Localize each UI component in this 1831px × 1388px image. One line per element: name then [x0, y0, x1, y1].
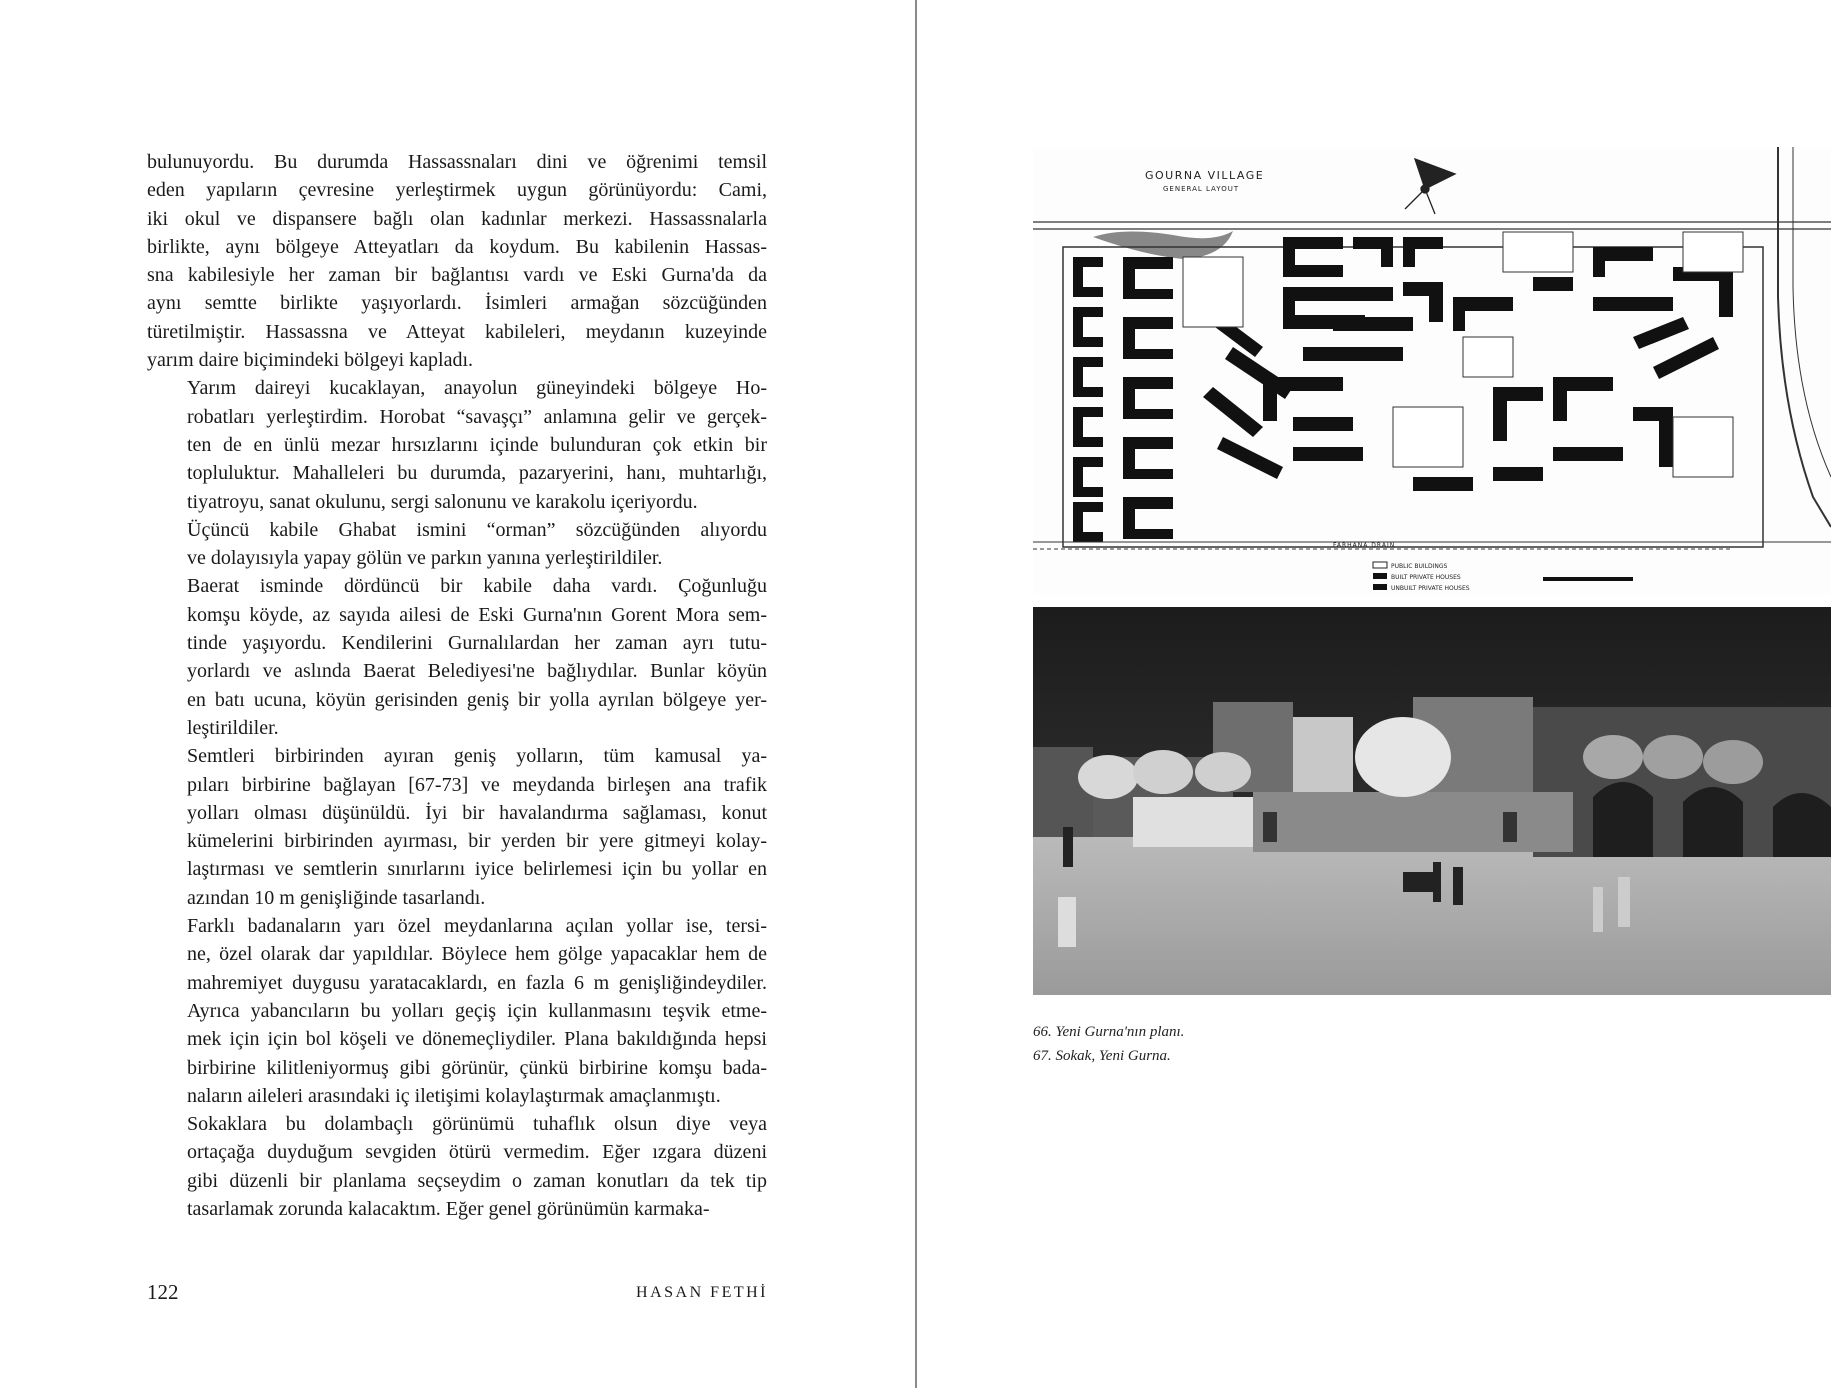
- text-line: robatları yerleştirdim. Horobat “savaşçı” anlamına gelir ve gerçek-: [187, 405, 767, 428]
- text-line: Yarım daireyi kucaklayan, anayolun güneyindeki bölgeye Ho-: [187, 377, 767, 400]
- text-line: Farklı badanaların yarı özel meydanlarına açılan yollar ise, tersi-: [187, 915, 767, 938]
- paragraph: [147, 742, 767, 912]
- text-line: ten de en ünlü mezar hırsızlarını içinde bulunduran çok etkin bir: [187, 433, 767, 456]
- text-line: sna kabilesiyle her zaman bir bağlantısı vardı ve Eski Gurna'da da: [147, 264, 767, 287]
- text-line: Üçüncü kabile Ghabat ismini “orman” sözcüğünden alıyordu: [187, 518, 767, 541]
- text-line: tiyatroyu, sanat okulunu, sergi salonunu ve karakolu içeriyordu.: [187, 490, 698, 513]
- text-line: tinde yaşıyordu. Kendilerini Gurnalılardan her zaman ayrı tutu-: [187, 632, 767, 655]
- plan-title: GOURNA VILLAGE: [1145, 169, 1265, 182]
- text-line: Baerat isminde dördüncü bir kabile daha vardı. Çoğunluğu: [187, 575, 767, 598]
- text-line: Semtleri birbirinden ayıran geniş yolların, tüm kamusal ya-: [187, 745, 767, 768]
- text-line: kümelerini birbirinden ayırması, bir yerden bir yere gitmeyi kolay-: [187, 830, 767, 853]
- plan-subtitle: GENERAL LAYOUT: [1163, 185, 1240, 193]
- text-line: en batı ucuna, köyün gerisinden geniş bir yolla ayrılan bölgeye yer-: [187, 688, 767, 711]
- paragraph: [147, 148, 767, 374]
- text-line: Ayrıca yabancıların bu yolları geçiş için kullanmasını teşvik etme-: [187, 999, 767, 1022]
- page-number: 122: [147, 1280, 179, 1304]
- drain-label: FARHANA DRAIN: [1333, 542, 1396, 549]
- text-line: komşu köyde, az sayıda ailesi de Eski Gurna'nın Gorent Mora sem-: [187, 603, 767, 626]
- text-line: leştirildiler.: [187, 716, 279, 739]
- text-line: yolları olması düşünüldü. İyi bir havalandırma sağlaması, konut: [187, 801, 767, 824]
- text-line: türetilmiştir. Hassassna ve Atteyat kabileleri, meydanın kuzeyinde: [147, 320, 767, 343]
- text-line: birlikte, aynı bölgeye Atteyatları da koydum. Bu kabilenin Hassas-: [147, 235, 767, 258]
- caption-66: 66. Yeni Gurna'nın planı.: [1033, 1024, 1185, 1040]
- text-line: birbirine kilitleniyormuş gibi görünür, çünkü birbirine komşu bada-: [187, 1056, 767, 1079]
- text-line: topluluktur. Mahalleleri bu durumda, pazaryerini, hanı, muhtarlığı,: [187, 462, 767, 485]
- text-line: pıları birbirine bağlayan [67-73] ve meydanda birleşen ana trafik: [187, 773, 767, 796]
- text-line: Sokaklara bu dolambaçlı görünümü tuhaflık olsun diye veya: [187, 1113, 767, 1136]
- running-head: HASAN FETHİ: [636, 1284, 768, 1301]
- text-line: gibi düzenli bir planlama seçseydim o zaman konutları da tek tip: [187, 1169, 767, 1192]
- legend-unbuilt: UNBUILT PRIVATE HOUSES: [1391, 585, 1470, 592]
- book-spine: [915, 0, 917, 1388]
- legend-built: BUILT PRIVATE HOUSES: [1391, 574, 1461, 581]
- text-line: ve dolayısıyla yapay gölün ve parkın yanına yerleştirildiler.: [187, 547, 663, 570]
- text-line: ne, özel olarak dar yapıldılar. Böylece hem gölge yapacaklar hem de: [187, 943, 767, 966]
- paragraph: [147, 572, 767, 742]
- paragraph: [147, 1110, 767, 1223]
- paragraph: [147, 912, 767, 1110]
- text-line: laştırması ve semtlerin sınırlarını iyice belirlemesi için bu yollar en: [187, 858, 767, 881]
- caption-67: 67. Sokak, Yeni Gurna.: [1033, 1048, 1171, 1064]
- text-line: tasarlamak zorunda kalacaktım. Eğer genel görünümün karmaka-: [187, 1197, 710, 1220]
- text-line: mek için için bol köşeli ve dönemeçliydiler. Plana bakıldığında hepsi: [187, 1028, 767, 1051]
- text-line: eden yapıların çevresine yerleştirmek uygun görünüyordu: Cami,: [147, 179, 767, 202]
- text-line: iki okul ve dispansere bağlı olan kadınlar merkezi. Hassassnalarla: [147, 207, 767, 230]
- body-text: [147, 148, 767, 1223]
- street-photo: [1033, 607, 1831, 995]
- text-line: yorlardı ve aslında Baerat Belediyesi'ne bağlıydılar. Bunlar köyün: [187, 660, 767, 683]
- text-line: aynı semtte birlikte yaşıyorlardı. İsimleri armağan sözcüğünden: [147, 292, 767, 315]
- paragraph: [147, 516, 767, 573]
- text-line: naların aileleri arasındaki iç iletişimi kolaylaştırmak amaçlanmıştı.: [187, 1084, 721, 1107]
- text-line: bulunuyordu. Bu durumda Hassassnaları dini ve öğrenimi temsil: [147, 151, 767, 173]
- text-line: azından 10 m genişliğinde tasarlandı.: [187, 886, 486, 909]
- figure-captions: [1033, 1020, 1184, 1068]
- text-line: mahremiyet duygusu yaratacaklardı, en fazla 6 m genişliğindeydiler.: [187, 971, 767, 994]
- paragraph: [147, 374, 767, 515]
- text-line: yarım daire biçimindeki bölgeyi kapladı.: [147, 349, 474, 372]
- legend-public: PUBLIC BUILDINGS: [1391, 563, 1448, 570]
- text-line: ortaçağa duyduğum sevgiden ötürü vermedim. Eğer ızgara düzeni: [187, 1141, 767, 1164]
- village-plan-figure: [1033, 147, 1831, 595]
